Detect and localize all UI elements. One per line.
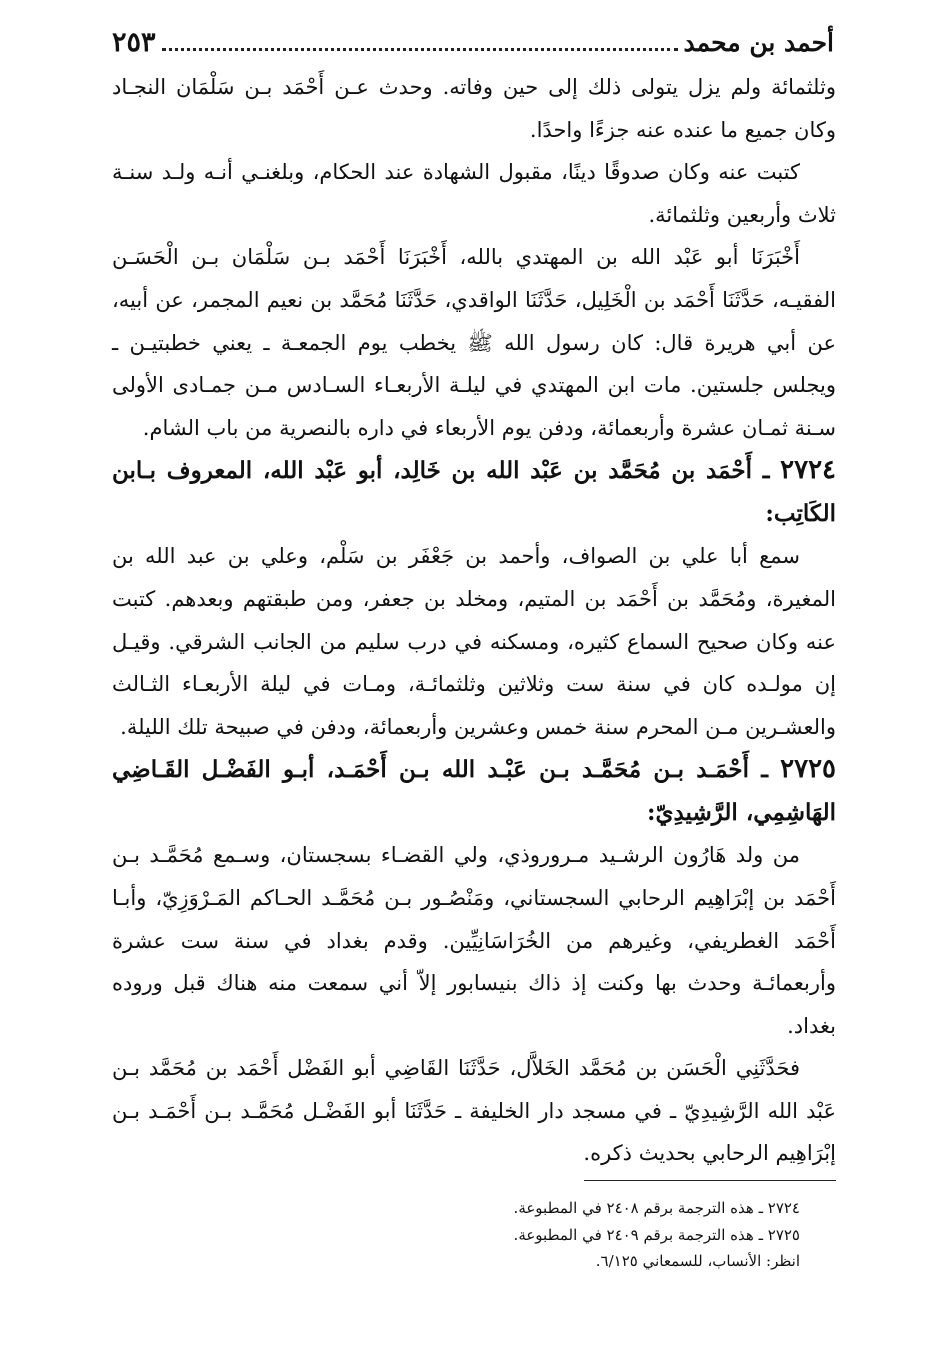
entry-2724-heading [112,449,836,535]
footnote-separator [584,1180,836,1181]
footnotes [112,1195,836,1275]
page-header [112,22,834,62]
entry-dash: ـ [752,457,770,485]
footnote: ٢٧٢٤ ـ هذه الترجمة برقم ٢٤٠٨ في المطبوعة. [513,1199,800,1218]
footnote-separator-wrap [112,1180,836,1181]
running-title: أحمد بن محمد [683,27,834,57]
paragraph: كتبت عنه وكان صدوقًا دينًا، مقبول الشهادة عند الحكام، وبلغنـي أنـه ولـد سنـة ثلاث وأربعين وثلثمائة. [112,160,836,227]
paragraph: وثلثمائة ولم يزل يتولى ذلك إلى حين وفاته. وحدث عـن أَحْمَد بـن سَلْمَان النجـاد وكان جميع ما عنده عنه جزءًا واحدًا. [112,75,836,142]
header-dotted-leader [162,48,678,51]
paragraph: أَخْبَرَنَا أبو عَبْد الله بن المهتدي بالله، أَخْبَرَنَا أَحْمَد بـن سَلْمَان بـن الْحَسَـن الفقيـه، حَدَّثَنَا أَحْمَد بن الْخَلِيل، حَدَّثَنَا الواقدي، حَدَّثَنَا مُحَمَّد بن نعيم المجمر، عن أبيه، عن أبي هريرة قال: كان رسول الله ﷺ يخطب يوم الجمعـة ـ يعني خطبتيـن ـ ويجلس جلستين. مات ابن المهتدي في ليلـة الأربعـاء السـادس مـن جمـادى الأولى سـنة ثمـان عشرة وأربعمائة، ودفن يوم الأربعاء في داره بالنصرية من باب الشام. [112,245,836,440]
entry-title: أَحْمَـد بـن مُحَمَّـد بـن عَبْـد الله بـن أَحْمَـد، أبـو الفَضْـل القَـاضِي الهَاشِمِي، الرَّشِيدِيّ: [112,756,836,827]
entry-number: ٢٧٢٥ [780,754,837,785]
entry-2725-text: من ولد هَارُون الرشـيد مـروروذي، ولي القضـاء بسجستان، وسـمع مُحَمَّـد بـن أَحْمَد بن إبْرَاهِيم الرحابي السجستاني، ومَنْصُـور بـن مُحَمَّـد الحـاكم المَـرْوَزِيّ، وأبـا أَحْمَد الغطريفي، وغيرهم من الخُرَاسَانِيِّين. وقدم بغداد في سنة ست عشرة وأربعمائـة وحدث بها وكنت إذ ذاك بنيسابور إلاّ أني سمعت منه هناك قبل وروده بغداد. [112,843,836,1038]
entry-2725-heading [112,748,836,834]
footnote: انظر: الأنساب، للسمعاني ٦/١٢٥. [595,1252,800,1271]
entry-number: ٢٧٢٤ [780,455,837,486]
entry-2724-text: سمع أبا علي بن الصواف، وأحمد بن جَعْفَر بن سَلْم، وعلي بن عبد الله بن المغيرة، ومُحَمَّد بن أَحْمَد بن المتيم، ومخلد بن جعفر، ومن طبقتهم وبعدهم. كتبت عنه وكان صحيح السماع كثيره، ومسكنه في درب سليم من الجانب الشرقي. وقيـل إن مولـده كان في سنة ست وثلاثين وثلثمائـة، ومـات في ليلة الأربعـاء الثـالث والعشـرين مـن المحرم سنة خمس وعشرين وأربعمائة، ودفن في صبيحة تلك الليلة. [112,544,836,739]
entry-title: أَحْمَد بن مُحَمَّد بن عَبْد الله بن خَالِد، أبو عَبْد الله، المعروف بـابن الكَاتِب: [112,457,836,528]
entry-dash: ـ [748,756,768,784]
page-body [112,66,836,1275]
footnote: ٢٧٢٥ ـ هذه الترجمة برقم ٢٤٠٩ في المطبوعة. [513,1225,800,1244]
entry-2725-text: فحَدَّثَنِي الْحَسَن بن مُحَمَّد الخَلاَّل، حَدَّثَنَا القَاضِي أبو الفَضْل أَحْمَد بن مُحَمَّد بـن عَبْد الله الرَّشِيدِيّ ـ في مسجد دار الخليفة ـ حَدَّثَنَا أبو الفَضْـل مُحَمَّـد بـن أَحْمَـد بـن إبْرَاهِيم الرحابي بحديث ذكره. [112,1056,836,1166]
page-number: ٢٥٣ [112,26,156,58]
